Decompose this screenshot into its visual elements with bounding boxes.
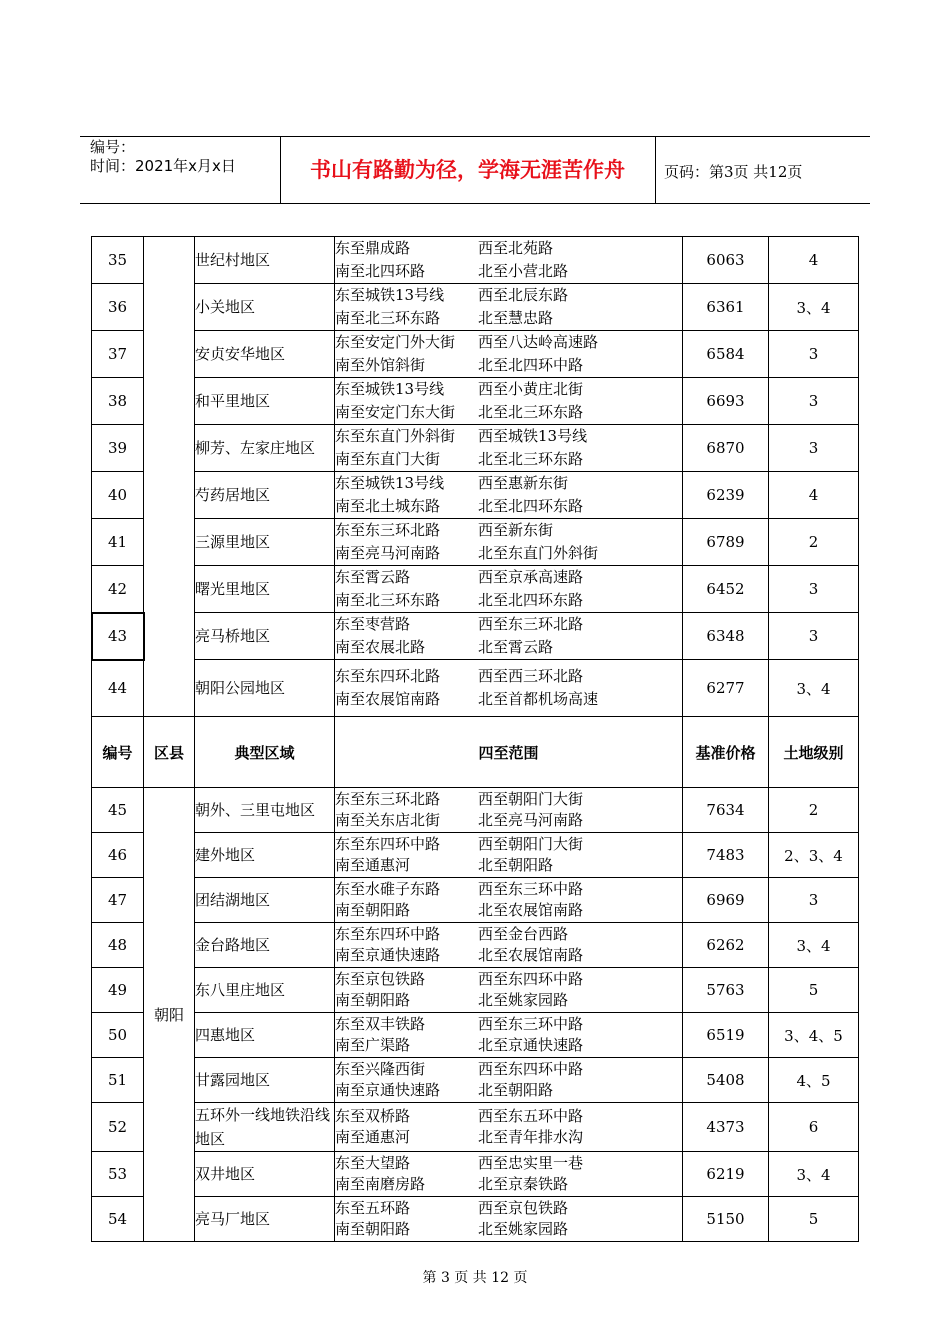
range-west: 西至东四环中路 <box>478 970 584 988</box>
land-level: 4、5 <box>769 1058 859 1103</box>
range-line <box>335 636 682 659</box>
header-number-label: 编号： <box>90 138 136 156</box>
row-number: 38 <box>92 378 144 425</box>
range-east: 东至京包铁路 <box>335 970 426 988</box>
range-line <box>335 613 682 636</box>
land-level: 2、3、4 <box>769 833 859 878</box>
row-number: 40 <box>92 472 144 519</box>
range-south: 南至农展北路 <box>335 638 426 656</box>
area-name: 甘露园地区 <box>195 1058 335 1103</box>
range-south: 南至北三环东路 <box>335 309 441 327</box>
range-south: 南至南磨房路 <box>335 1175 426 1193</box>
range-south: 南至朝阳路 <box>335 991 411 1009</box>
base-price: 5150 <box>683 1197 769 1242</box>
range-east: 东至双桥路 <box>335 1107 411 1125</box>
column-header-num: 编号 <box>92 717 144 788</box>
range-cell <box>335 284 683 331</box>
range-line <box>335 1153 682 1174</box>
header-motto: 书山有路勤为径，学海无涯苦作舟 <box>310 157 625 182</box>
base-price: 6262 <box>683 923 769 968</box>
row-number: 39 <box>92 425 144 472</box>
range-cell <box>335 1197 683 1242</box>
range-line <box>335 331 682 354</box>
table-row <box>92 566 859 613</box>
range-north: 北至农展馆南路 <box>478 901 584 919</box>
range-west: 西至惠新东街 <box>478 474 569 492</box>
column-header-county: 区县 <box>144 717 195 788</box>
table-row <box>92 378 859 425</box>
range-cell <box>335 519 683 566</box>
range-line <box>335 1106 682 1127</box>
range-east: 东至安定门外大街 <box>335 333 456 351</box>
range-south: 南至朝阳路 <box>335 1220 411 1238</box>
base-price: 6452 <box>683 566 769 613</box>
range-line <box>335 354 682 377</box>
land-level: 3、4 <box>769 1152 859 1197</box>
range-line <box>335 448 682 471</box>
row-number: 44 <box>92 660 144 717</box>
row-number: 50 <box>92 1013 144 1058</box>
row-number: 52 <box>92 1103 144 1152</box>
table-row <box>92 472 859 519</box>
base-price: 4373 <box>683 1103 769 1152</box>
table-row <box>92 968 859 1013</box>
range-south: 南至北土城东路 <box>335 497 441 515</box>
range-line <box>335 1219 682 1240</box>
land-level: 3、4 <box>769 923 859 968</box>
range-north: 北至东直门外斜街 <box>478 544 599 562</box>
range-east: 东至大望路 <box>335 1154 411 1172</box>
range-east: 东至兴隆西街 <box>335 1060 426 1078</box>
land-level: 3 <box>769 878 859 923</box>
range-west: 西至八达岭高速路 <box>478 333 599 351</box>
area-name: 三源里地区 <box>195 519 335 566</box>
range-north: 北至北四环东路 <box>478 591 584 609</box>
header-divider-right <box>655 136 656 204</box>
table-row <box>92 1152 859 1197</box>
land-level: 2 <box>769 519 859 566</box>
row-number: 54 <box>92 1197 144 1242</box>
base-price: 6219 <box>683 1152 769 1197</box>
row-number: 45 <box>92 788 144 833</box>
row-number: 43 <box>92 613 144 660</box>
range-line <box>335 425 682 448</box>
range-line <box>335 401 682 424</box>
area-name: 曙光里地区 <box>195 566 335 613</box>
table-row <box>92 331 859 378</box>
range-cell <box>335 378 683 425</box>
range-east: 东至东三环北路 <box>335 790 441 808</box>
range-line <box>335 990 682 1011</box>
base-price: 6348 <box>683 613 769 660</box>
range-cell <box>335 923 683 968</box>
range-south: 南至京通快速路 <box>335 1081 441 1099</box>
land-level: 3、4、5 <box>769 1013 859 1058</box>
range-east: 东至东三环北路 <box>335 521 441 539</box>
range-south: 南至通惠河 <box>335 1128 411 1146</box>
range-cell <box>335 968 683 1013</box>
range-south: 南至北四环路 <box>335 262 426 280</box>
column-header-row <box>92 717 859 788</box>
range-north: 北至首都机场高速 <box>478 690 599 708</box>
table-row <box>92 237 859 284</box>
range-east: 东至鼎成路 <box>335 239 411 257</box>
table-row <box>92 613 859 660</box>
range-line <box>335 789 682 810</box>
area-name: 亮马厂地区 <box>195 1197 335 1242</box>
range-west: 西至京承高速路 <box>478 568 584 586</box>
range-line <box>335 378 682 401</box>
range-west: 西至东四环中路 <box>478 1060 584 1078</box>
range-north: 北至北三环东路 <box>478 403 584 421</box>
header-top-rule <box>80 136 870 137</box>
area-name: 金台路地区 <box>195 923 335 968</box>
range-cell <box>335 1152 683 1197</box>
table-row <box>92 1103 859 1152</box>
row-number: 41 <box>92 519 144 566</box>
land-level: 4 <box>769 237 859 284</box>
base-price: 5763 <box>683 968 769 1013</box>
range-cell <box>335 566 683 613</box>
table-row <box>92 1013 859 1058</box>
county-name: 朝阳 <box>144 788 195 1242</box>
range-north: 北至亮马河南路 <box>478 811 584 829</box>
range-line <box>335 589 682 612</box>
range-line <box>335 1059 682 1080</box>
range-west: 西至东三环北路 <box>478 615 584 633</box>
range-cell <box>335 1013 683 1058</box>
row-number: 51 <box>92 1058 144 1103</box>
table-row <box>92 923 859 968</box>
range-south: 南至关东店北街 <box>335 811 441 829</box>
range-cell <box>335 472 683 519</box>
range-east: 东至城铁13号线 <box>335 380 445 398</box>
range-line <box>335 519 682 542</box>
range-cell <box>335 237 683 284</box>
range-west: 西至忠实里一巷 <box>478 1154 584 1172</box>
range-line <box>335 665 682 688</box>
range-east: 东至城铁13号线 <box>335 474 445 492</box>
area-name: 双井地区 <box>195 1152 335 1197</box>
range-north: 北至北三环东路 <box>478 450 584 468</box>
range-north: 北至青年排水沟 <box>478 1128 584 1146</box>
base-price: 6361 <box>683 284 769 331</box>
range-west: 西至北辰东路 <box>478 286 569 304</box>
range-line <box>335 1014 682 1035</box>
table-row <box>92 425 859 472</box>
area-name: 建外地区 <box>195 833 335 878</box>
range-east: 东至城铁13号线 <box>335 286 445 304</box>
range-line <box>335 688 682 711</box>
range-east: 东至东四环北路 <box>335 667 441 685</box>
base-price: 6789 <box>683 519 769 566</box>
area-name: 和平里地区 <box>195 378 335 425</box>
area-name: 团结湖地区 <box>195 878 335 923</box>
area-name: 世纪村地区 <box>195 237 335 284</box>
range-line <box>335 924 682 945</box>
range-line <box>335 495 682 518</box>
table-row <box>92 284 859 331</box>
row-number: 49 <box>92 968 144 1013</box>
land-price-table <box>91 236 859 1242</box>
range-line <box>335 542 682 565</box>
base-price: 6519 <box>683 1013 769 1058</box>
header-time-label: 时间：2021年x月x日 <box>90 157 236 175</box>
land-level: 3 <box>769 613 859 660</box>
range-line <box>335 237 682 260</box>
range-west: 西至城铁13号线 <box>478 427 588 445</box>
range-west: 西至东五环中路 <box>478 1107 584 1125</box>
base-price: 6870 <box>683 425 769 472</box>
area-name: 东八里庄地区 <box>195 968 335 1013</box>
range-cell <box>335 878 683 923</box>
range-north: 北至朝阳路 <box>478 1081 554 1099</box>
range-west: 西至新东街 <box>478 521 554 539</box>
area-name: 朝外、三里屯地区 <box>195 788 335 833</box>
base-price: 6239 <box>683 472 769 519</box>
range-south: 南至朝阳路 <box>335 901 411 919</box>
range-south: 南至亮马河南路 <box>335 544 441 562</box>
range-south: 南至京通快速路 <box>335 946 441 964</box>
range-line <box>335 969 682 990</box>
range-east: 东至双丰铁路 <box>335 1015 426 1033</box>
base-price: 6584 <box>683 331 769 378</box>
row-number: 36 <box>92 284 144 331</box>
range-west: 西至朝阳门大街 <box>478 835 584 853</box>
county-cell-empty <box>144 237 195 717</box>
area-name: 芍药居地区 <box>195 472 335 519</box>
row-number: 46 <box>92 833 144 878</box>
range-north: 北至慧忠路 <box>478 309 554 327</box>
range-north: 北至小营北路 <box>478 262 569 280</box>
base-price: 6277 <box>683 660 769 717</box>
range-cell <box>335 660 683 717</box>
area-name: 安贞安华地区 <box>195 331 335 378</box>
column-header-range: 四至范围 <box>335 717 683 788</box>
range-north: 北至朝阳路 <box>478 856 554 874</box>
range-line <box>335 284 682 307</box>
range-west: 西至北苑路 <box>478 239 554 257</box>
range-north: 北至姚家园路 <box>478 991 569 1009</box>
land-level: 2 <box>769 788 859 833</box>
column-header-price: 基准价格 <box>683 717 769 788</box>
table-row <box>92 788 859 833</box>
range-north: 北至姚家园路 <box>478 1220 569 1238</box>
table-row <box>92 878 859 923</box>
table-row <box>92 1058 859 1103</box>
range-west: 西至金台西路 <box>478 925 569 943</box>
range-east: 东至枣营路 <box>335 615 411 633</box>
row-number: 35 <box>92 237 144 284</box>
land-level: 5 <box>769 968 859 1013</box>
range-south: 南至北三环东路 <box>335 591 441 609</box>
range-line <box>335 260 682 283</box>
base-price: 6063 <box>683 237 769 284</box>
range-line <box>335 1035 682 1056</box>
land-level: 4 <box>769 472 859 519</box>
range-north: 北至京秦铁路 <box>478 1175 569 1193</box>
base-price: 5408 <box>683 1058 769 1103</box>
area-name: 亮马桥地区 <box>195 613 335 660</box>
base-price: 6693 <box>683 378 769 425</box>
range-cell <box>335 833 683 878</box>
range-east: 东至水碓子东路 <box>335 880 441 898</box>
range-east: 东至霄云路 <box>335 568 411 586</box>
area-name: 柳芳、左家庄地区 <box>195 425 335 472</box>
range-west: 西至朝阳门大街 <box>478 790 584 808</box>
header-bottom-rule <box>80 203 870 204</box>
range-line <box>335 472 682 495</box>
range-line <box>335 1127 682 1148</box>
table-row <box>92 833 859 878</box>
range-line <box>335 834 682 855</box>
row-number: 42 <box>92 566 144 613</box>
range-west: 西至京包铁路 <box>478 1199 569 1217</box>
range-west: 西至西三环北路 <box>478 667 584 685</box>
column-header-area: 典型区域 <box>195 717 335 788</box>
range-west: 西至小黄庄北街 <box>478 380 584 398</box>
base-price: 7483 <box>683 833 769 878</box>
range-line <box>335 810 682 831</box>
land-level: 3 <box>769 566 859 613</box>
row-number: 47 <box>92 878 144 923</box>
range-south: 南至通惠河 <box>335 856 411 874</box>
range-north: 北至北四环东路 <box>478 497 584 515</box>
range-cell <box>335 331 683 378</box>
header-page-info: 页码：第3页 共12页 <box>664 163 803 181</box>
range-line <box>335 945 682 966</box>
range-north: 北至京通快速路 <box>478 1036 584 1054</box>
land-level: 3 <box>769 425 859 472</box>
range-cell <box>335 1058 683 1103</box>
range-north: 北至农展馆南路 <box>478 946 584 964</box>
land-level: 5 <box>769 1197 859 1242</box>
row-number: 53 <box>92 1152 144 1197</box>
range-line <box>335 1174 682 1195</box>
range-line <box>335 1080 682 1101</box>
range-line <box>335 900 682 921</box>
row-number: 48 <box>92 923 144 968</box>
range-cell <box>335 1103 683 1152</box>
range-cell <box>335 425 683 472</box>
area-name: 小关地区 <box>195 284 335 331</box>
range-north: 北至北四环中路 <box>478 356 584 374</box>
base-price: 6969 <box>683 878 769 923</box>
range-line <box>335 1198 682 1219</box>
range-line <box>335 566 682 589</box>
table-row <box>92 1197 859 1242</box>
range-south: 南至广渠路 <box>335 1036 411 1054</box>
range-west: 西至东三环中路 <box>478 880 584 898</box>
area-name: 四惠地区 <box>195 1013 335 1058</box>
land-level: 3、4 <box>769 284 859 331</box>
range-cell <box>335 613 683 660</box>
range-south: 南至外馆斜街 <box>335 356 426 374</box>
range-west: 西至东三环中路 <box>478 1015 584 1033</box>
range-south: 南至农展馆南路 <box>335 690 441 708</box>
range-line <box>335 879 682 900</box>
area-name: 五环外一线地铁沿线地区 <box>195 1103 335 1152</box>
header-meta <box>90 138 236 176</box>
land-level: 3 <box>769 378 859 425</box>
land-level: 3 <box>769 331 859 378</box>
range-east: 东至东四环中路 <box>335 925 441 943</box>
range-east: 东至五环路 <box>335 1199 411 1217</box>
range-north: 北至霄云路 <box>478 638 554 656</box>
land-level: 6 <box>769 1103 859 1152</box>
range-south: 南至安定门东大街 <box>335 403 456 421</box>
range-south: 南至东直门大街 <box>335 450 441 468</box>
area-name: 朝阳公园地区 <box>195 660 335 717</box>
range-line <box>335 307 682 330</box>
land-level: 3、4 <box>769 660 859 717</box>
range-east: 东至东直门外斜街 <box>335 427 456 445</box>
row-number: 37 <box>92 331 144 378</box>
range-cell <box>335 788 683 833</box>
range-east: 东至东四环中路 <box>335 835 441 853</box>
table-row <box>92 519 859 566</box>
range-line <box>335 855 682 876</box>
page-footer: 第 3 页 共 12 页 <box>422 1270 528 1286</box>
base-price: 7634 <box>683 788 769 833</box>
table-row <box>92 660 859 717</box>
column-header-level: 土地级别 <box>769 717 859 788</box>
